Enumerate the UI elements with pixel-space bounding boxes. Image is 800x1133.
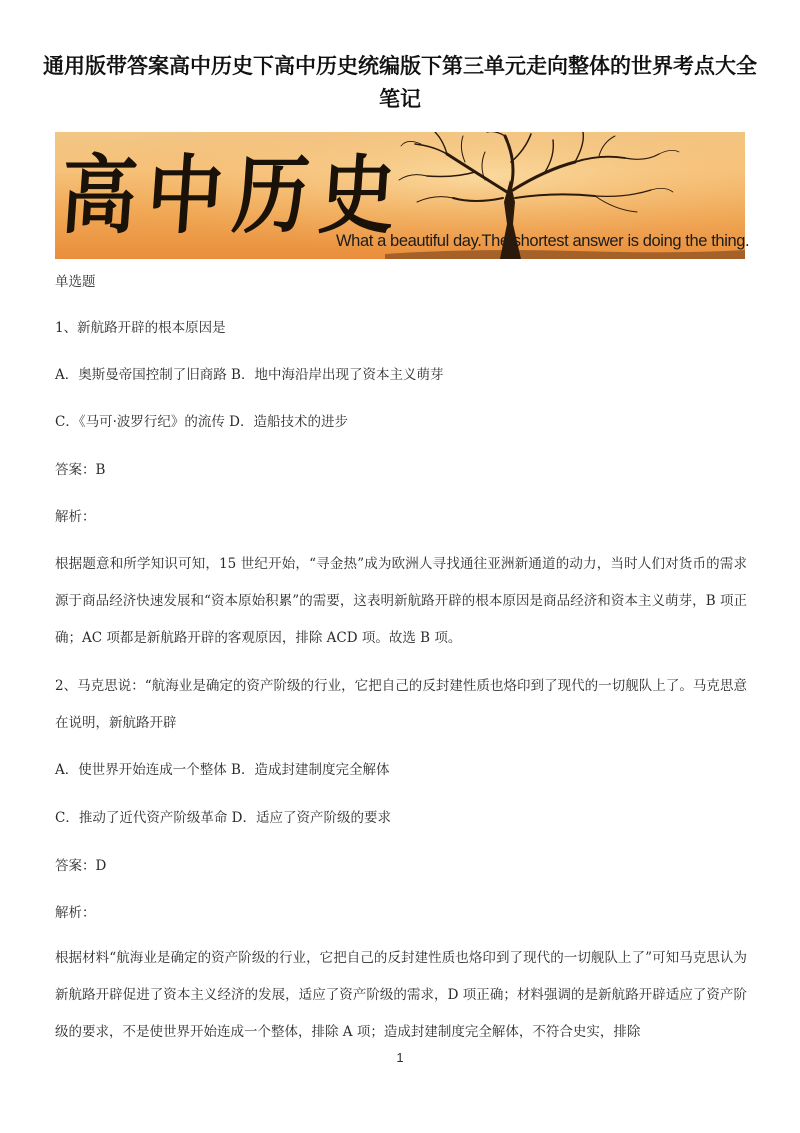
analysis-label: 解析： [55, 509, 96, 525]
question-options: A．奥斯曼帝国控制了旧商路 B．地中海沿岸出现了资本主义萌芽 [55, 367, 444, 383]
question-stem: 2、马克思说：“航海业是确定的资产阶级的行业，它把自己的反封建性质也烙印到了现代的一切舰队上了。马克思意在说明，新航路开辟 [55, 678, 747, 731]
analysis-label: 解析： [55, 905, 96, 921]
question-options: C．推动了近代资产阶级革命 D．适应了资产阶级的要求 [55, 810, 391, 826]
banner-char: 中 [143, 145, 227, 246]
banner-tagline: What a beautiful day.The shortest answer is doing the thing. [336, 232, 750, 250]
banner-char: 高 [57, 145, 141, 246]
banner-char: 历 [229, 145, 313, 246]
answer-line: 答案：D [55, 858, 107, 874]
question-options: A．使世界开始连成一个整体 B．造成封建制度完全解体 [55, 762, 390, 778]
analysis-text: 根据题意和所学知识可知，15 世纪开始，“寻金热”成为欧洲人寻找通往亚洲新通道的动力，当时人们对货币的需求源于商品经济快速发展和“资本原始积累”的需要，这表明新航路开辟的根本原因是商品经济和资本主义萌芽，B 项正确；AC 项都是新航路开辟的客观原因，排除 ACD 项。故选 B 项。 [55, 556, 747, 646]
question-options: C．《马可·波罗行纪》的流传 D．造船技术的进步 [55, 414, 348, 430]
banner-char: 史 [315, 145, 399, 246]
section-label: 单选题 [55, 274, 96, 290]
answer-line: 答案：B [55, 462, 106, 478]
document-title: 通用版带答案高中历史下高中历史统编版下第三单元走向整体的世界考点大全笔记 [43, 54, 757, 111]
question-stem: 1、新航路开辟的根本原因是 [55, 320, 226, 336]
page-number: 1 [396, 1050, 404, 1065]
analysis-text: 根据材料“航海业是确定的资产阶级的行业，它把自己的反封建性质也烙印到了现代的一切舰队上了”可知马克思认为新航路开辟促进了资本主义经济的发展，适应了资产阶级的需求，D 项正确；材料强调的是新航路开辟适应了资产阶级的要求，不是使世界开始连成一个整体，排除 A 项；造成封建制度完全解体，不符合史实，排除 [55, 950, 747, 1040]
